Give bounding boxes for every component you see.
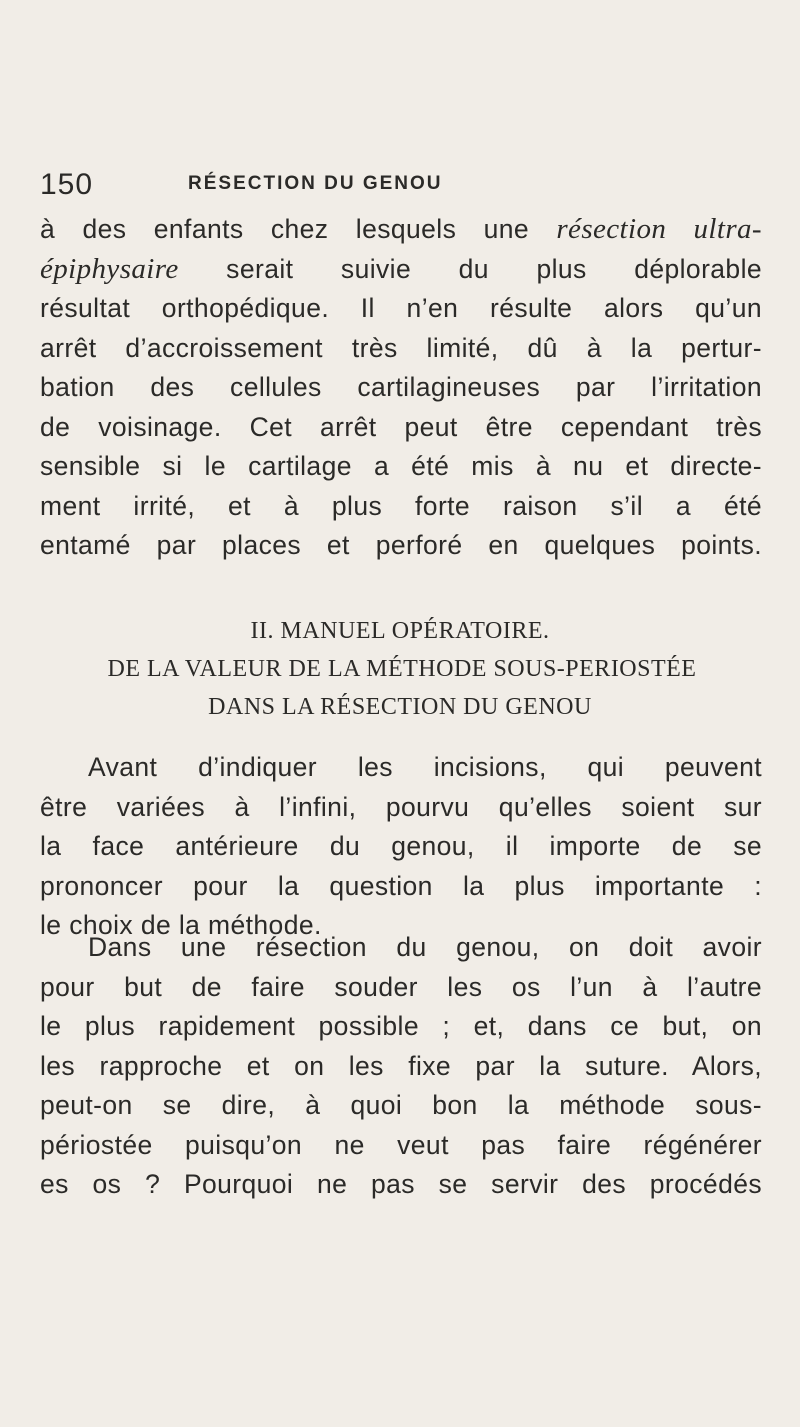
paragraph-continuation — [40, 210, 762, 566]
paragraph — [40, 748, 762, 946]
text-line: à des enfants chez lesquels une résection ultra- — [40, 213, 762, 245]
paragraph — [40, 928, 762, 1205]
section-heading — [0, 612, 800, 726]
text-line: être variées à l’infini, pourvu qu’elles soient sur — [40, 791, 762, 822]
section-heading-line: II. MANUEL OPÉRATOIRE. — [250, 618, 550, 644]
text-line: entamé par places et perforé en quelques points. — [40, 530, 762, 560]
text-line: bation des cellules cartilagineuses par l’irritation — [40, 372, 762, 402]
text-line: Dans une résection du genou, on doit avoir — [88, 932, 762, 962]
text-line: la face antérieure du genou, il importe de se — [40, 831, 762, 861]
section-heading-line: DANS LA RÉSECTION DU GENOU — [208, 694, 592, 720]
text-line: prononcer pour la question la plus importante : — [40, 870, 762, 901]
text-line: sensible si le cartilage a été mis à nu et directe- — [40, 451, 762, 481]
italic-term: épiphysaire — [40, 252, 179, 285]
page-number: 150 — [40, 168, 94, 201]
text-line: résultat orthopédique. Il n’en résulte alors qu’un — [40, 293, 762, 323]
text-line: es os ? Pourquoi ne pas se servir des procédés — [40, 1169, 762, 1199]
text-line: le choix de la méthode. — [40, 910, 322, 940]
text-line: le plus rapidement possible ; et, dans ce but, on — [40, 1011, 762, 1041]
italic-term: résection ultra- — [556, 213, 762, 245]
text-line: les rapproche et on les fixe par la suture. Alors, — [40, 1050, 762, 1081]
text-line: périostée puisqu’on ne veut pas faire régénérer — [40, 1129, 762, 1160]
text-line: Avant d’indiquer les incisions, qui peuvent — [88, 752, 762, 782]
running-header — [40, 168, 760, 208]
section-heading-line: DE LA VALEUR DE LA MÉTHODE SOUS-PERIOSTÉE — [107, 656, 697, 682]
text-line: arrêt d’accroissement très limité, dû à la pertur- — [40, 332, 762, 363]
text-line: ment irrité, et à plus forte raison s’il a été — [40, 490, 762, 521]
text-line: peut-on se dire, à quoi bon la méthode sous- — [40, 1090, 762, 1120]
text-line: de voisinage. Cet arrêt peut être cependant très — [40, 411, 762, 442]
running-title: RÉSECTION DU GENOU — [188, 173, 443, 194]
text-line: épiphysaire serait suivie du plus déplorable — [40, 252, 762, 285]
text-line: pour but de faire souder les os l’un à l’autre — [40, 971, 762, 1002]
